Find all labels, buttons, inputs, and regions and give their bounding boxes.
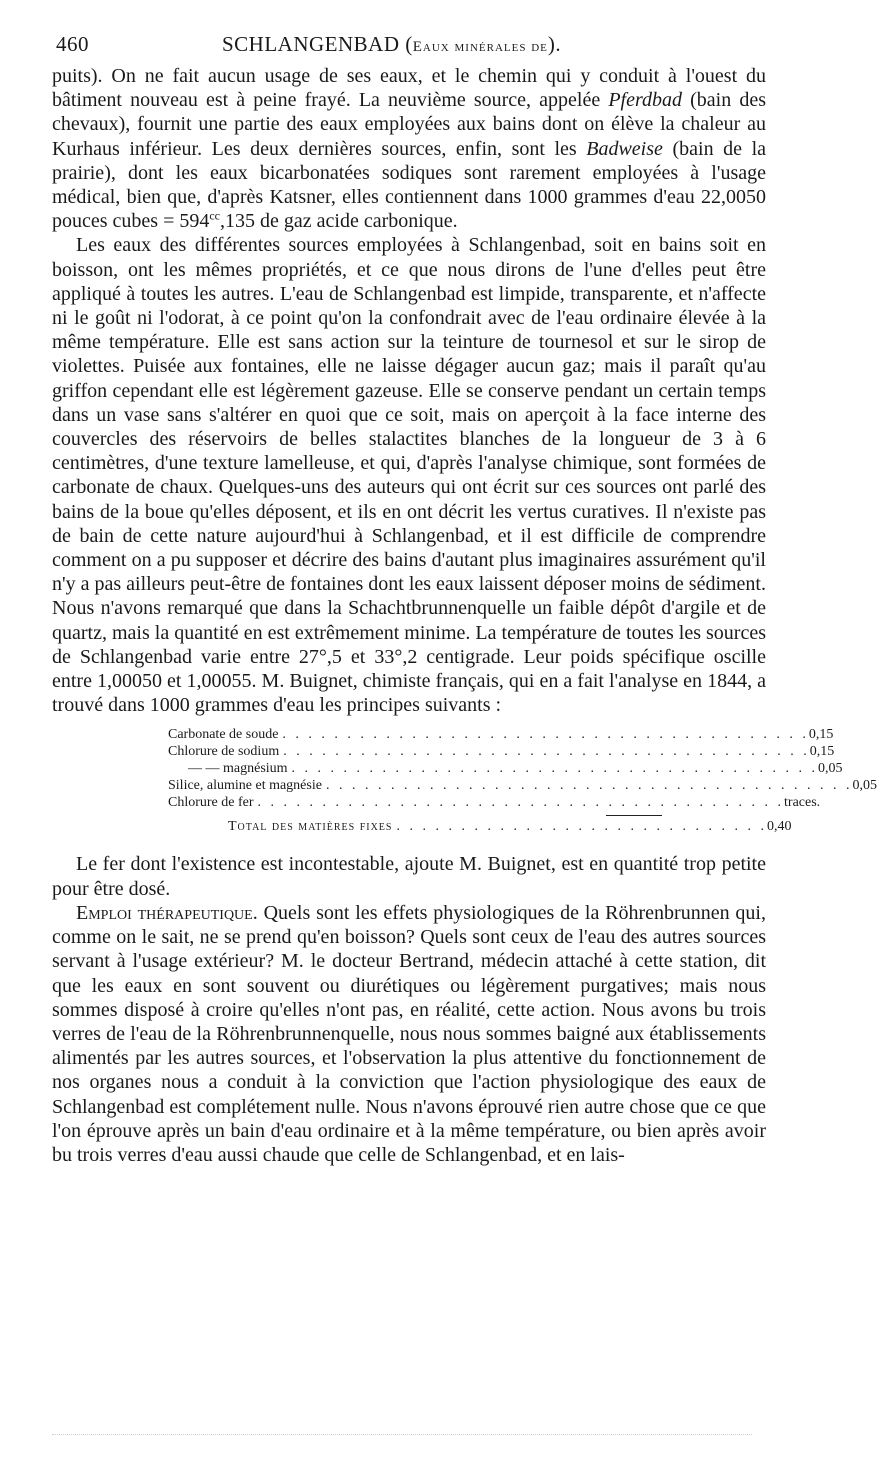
dot-leader: . . . . . . . . . . . . . . . . . . . . . . . . . . . . . . . . . . . . . . . . . [325,778,853,794]
paragraph-text: puits). On ne fait aucun usage de ses eaux, et le chemin qui y conduit à l'ouest du bâtiment nouveau est à peine frayé. La neuvième source, appelée [52,65,766,112]
dot-leader: . . . . . . . . . . . . . . . . . . . . . . . . . . . . . [396,819,767,835]
running-header [52,30,766,64]
paragraph-therapeutic [52,901,766,1167]
composition-total-row [228,819,792,836]
composition-value: 0,05 [852,778,877,794]
paragraph-properties: Les eaux des différentes sources employées à Schlangenbad, soit en bains soit en boisson, ont les mêmes propriétés, et ce que nous dirons de l'une d'elles peut être appliqué à toutes les autres. L'eau de Schlangenbad est limpide, transparente, et n'affecte ni le goût ni l'odorat, à ce point qu'on la confondrait avec de l'eau ordinaire élevée à la même température. Elle est sans action sur la teinture de tournesol et sur le sirop de violettes. Puisée aux fontaines, elle ne laisse dégager aucun gaz; mais il paraît qu'au griffon cependant elle est légèrement gazeuse. Elle se conserve pendant un certain temps dans un vase sans s'altérer en quoi que ce soit, mais on aperçoit à la face interne des couvercles des réservoirs de belles stalactites blanches de la longueur de 3 à 6 centimètres, d'une texture lamelleuse, et qui, d'après l'analyse chimique, sont formées de carbonate de chaux. Quelques-uns des auteurs qui ont écrit sur ces sources ont parlé des bains de la boue qu'elles déposent, et ils en ont décrit les vertus curatives. Il n'existe pas de bain de cette nature aujourd'hui à Schlangenbad, et il est difficile de comprendre comment on a pu supposer et décrire des bains d'autant plus imaginaires assurément qu'il n'y a pas ailleurs peut-être de fontaines dont les eaux laissent déposer moins de sédiment. Nous n'avons remarqué que dans la Schachtbrunnenquelle un faible dépôt d'argile et de quartz, mais la quantité en est extrêmement minime. La température de toutes les sources de Schlangenbad varie entre 27°,5 et 33°,2 centigrade. Leur poids spécifique oscille entre 1,00050 et 1,00055. M. Buignet, chimiste français, qui en a fait l'analyse en 1844, a trouvé dans 1000 grammes d'eau les principes suivants : [52,234,766,717]
composition-row [168,727,834,744]
dot-leader: . . . . . . . . . . . . . . . . . . . . . . . . . . . . . . . . . . . . . . . . . [282,727,809,743]
composition-value: traces. [784,795,821,811]
composition-value: 0,05 [818,761,843,777]
running-title-small: Eaux minérales de [412,39,548,55]
composition-row [168,761,843,778]
composition-row [168,778,877,795]
paragraph-text: (bain de la prairie), dont les eaux bicarbonatées sodiques sont rarement employées à l'usage médical, bien que, d'après Katsner, elles contiennent dans 1000 grammes d'eau 22,0050 pouces cubes = 594 [52,137,766,233]
paragraph-sources [52,64,766,233]
composition-value: 0,15 [809,744,835,760]
total-value: 0,40 [766,819,792,835]
composition-row [168,744,835,761]
dot-leader: . . . . . . . . . . . . . . . . . . . . . . . . . . . . . . . . . . . . . . . . . [257,795,785,811]
paragraph-text: Quels sont les effets physiologiques de la Röhrenbrunnen qui, comme on le sait, ne se prend qu'en boisson? Quels sont ceux de l'eau des autres sources servant à l'usage extérieur? M. le docteur Bertrand, médecin attaché à cette station, dit que les eaux en sont souvent ou diurétiques ou légèrement purgatives; mais nous sommes disposé à croire qu'elles n'ont pas, en réalité, cette action. Nous avons bu trois verres de l'eau de la Röhrenbrunnenquelle, nous nous sommes baigné aux établissements alimentés par les autres sources, et l'observation la plus attentive du fonctionnement de nos organes nous a conduit à la conviction que l'action physiologique des eaux de Schlangenbad est complétement nulle. Nous n'avons éprouvé rien autre chose que ce que l'on éprouve après un bain d'eau ordinaire et à la même température, ou bien après avoir bu trois verres d'eau aussi chaude que celle de Schlangenbad, et en lais- [52,901,766,1166]
footer-rule [52,1428,752,1435]
paragraph-text: (bain des chevaux), fournit une partie des eaux employées aux bains dont on élève la chaleur au Kurhaus inférieur. Les deux dernières sources, enfin, sont les [52,89,766,160]
composition-name: Chlorure de fer [168,795,254,811]
running-title [222,32,561,57]
dot-leader: . . . . . . . . . . . . . . . . . . . . . . . . . . . . . . . . . . . . . . . . . [291,761,819,777]
running-title-main: SCHLANGENBAD ( [222,32,413,56]
total-rule [606,815,662,816]
composition-name: — — magnésium [188,761,288,777]
dot-leader: . . . . . . . . . . . . . . . . . . . . . . . . . . . . . . . . . . . . . . . . . [283,744,810,760]
composition-name: Chlorure de sodium [168,744,280,760]
composition-value: 0,15 [808,727,834,743]
page-number: 460 [56,32,89,56]
composition-row [168,795,821,812]
section-heading: Emploi thérapeutique. [76,901,258,924]
paragraph-text: ,135 de gaz acide carbonique. [220,210,458,233]
superscript-cc: cc [209,208,221,223]
italic-term-pferdbad: Pferdbad [608,89,683,112]
composition-name: Silice, alumine et magnésie [168,778,322,794]
running-title-end: ). [547,32,562,56]
paragraph-iron: Le fer dont l'existence est incontestable, ajoute M. Buignet, est en quantité trop petite pour être dosé. [52,853,766,900]
composition-table [168,727,877,836]
page [52,30,877,1167]
italic-term-badweise: Badweise [586,137,663,160]
total-label: Total des matières fixes [228,819,393,835]
composition-name: Carbonate de soude [168,727,279,743]
